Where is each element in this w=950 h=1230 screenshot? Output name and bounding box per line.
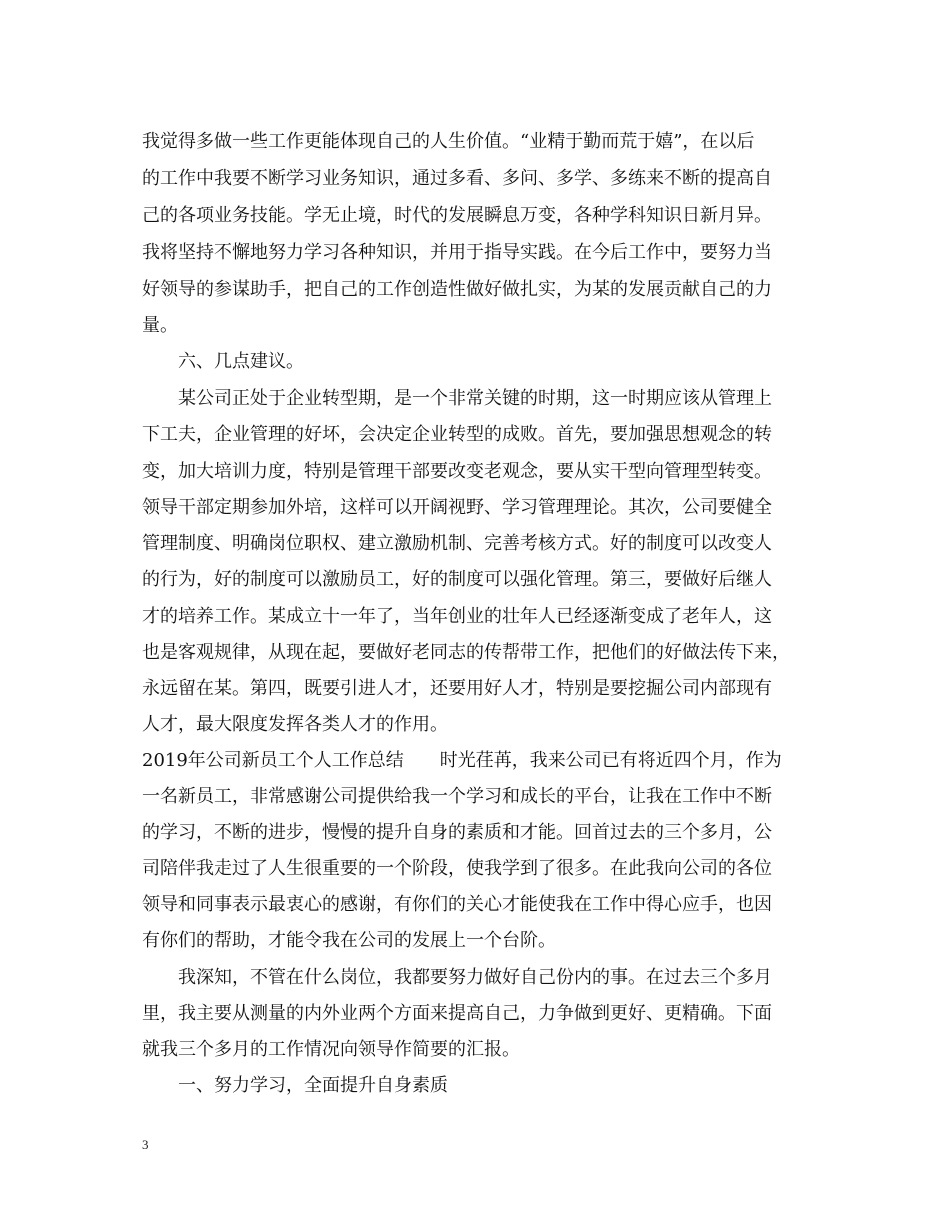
text-line: 下工夫，企业管理的好坏，会决定企业转型的成败。首先，要加强思想观念的转 xyxy=(142,424,772,445)
text-line: 也是客观规律，从现在起，要做好老同志的传帮带工作，把他们的好做法传下来， xyxy=(142,642,790,663)
text-line: 人才，最大限度发挥各类人才的作用。 xyxy=(142,714,448,735)
text-line: 我将坚持不懈地努力学习各种知识，并用于指导实践。在今后工作中，要努力当 xyxy=(142,242,772,263)
text-line: 我觉得多做一些工作更能体现自己的人生价值。“业精于勤而荒于嬉”，在以后 xyxy=(142,131,755,152)
section-heading: 六、几点建议。 xyxy=(178,351,304,372)
text-line: 己的各项业务技能。学无止境，时代的发展瞬息万变，各种学科知识日新月异。 xyxy=(142,205,772,226)
section-heading: 一、努力学习，全面提升自身素质 xyxy=(178,1075,448,1096)
text-line: 管理制度、明确岗位职权、建立激励机制、完善考核方式。好的制度可以改变人 xyxy=(142,533,772,554)
text-line: 我深知，不管在什么岗位，我都要努力做好自己份内的事。在过去三个多月 xyxy=(178,967,772,988)
text-line: 好领导的参谋助手，把自己的工作创造性做好做扎实，为某的发展贡献自己的力 xyxy=(142,279,772,300)
text-line: 的行为，好的制度可以激励员工，好的制度可以强化管理。第三，要做好后继人 xyxy=(142,569,772,590)
text-line: 量。 xyxy=(142,315,178,336)
text-line: 一名新员工，非常感谢公司提供给我一个学习和成长的平台，让我在工作中不断 xyxy=(142,786,772,807)
page-number: 3 xyxy=(142,1137,149,1152)
text-line: 2019年公司新员工个人工作总结 时光荏苒，我来公司已有将近四个月，作为 xyxy=(142,750,782,771)
text-line: 某公司正处于企业转型期，是一个非常关键的时期，这一时期应该从管理上 xyxy=(178,388,772,409)
text-line: 的工作中我要不断学习业务知识，通过多看、多问、多学、多练来不断的提高自 xyxy=(142,168,772,189)
text-line: 才的培养工作。某成立十一年了，当年创业的壮年人已经逐渐变成了老年人，这 xyxy=(142,606,772,627)
text-line: 变，加大培训力度，特别是管理干部要改变老观念，要从实干型向管理型转变。 xyxy=(142,461,772,482)
text-line: 的学习，不断的进步，慢慢的提升自身的素质和才能。回首过去的三个多月，公 xyxy=(142,822,772,843)
text-line: 领导干部定期参加外培，这样可以开阔视野、学习管理理论。其次，公司要健全 xyxy=(142,497,772,518)
text-line: 里，我主要从测量的内外业两个方面来提高自己，力争做到更好、更精确。下面 xyxy=(142,1003,772,1024)
text-line: 有你们的帮助，才能令我在公司的发展上一个台阶。 xyxy=(142,930,556,951)
text-line: 就我三个多月的工作情况向领导作简要的汇报。 xyxy=(142,1039,520,1060)
text-line: 领导和同事表示最衷心的感谢，有你们的关心才能使我在工作中得心应手，也因 xyxy=(142,894,772,915)
text-line: 永远留在某。第四，既要引进人才，还要用好人才，特别是要挖掘公司内部现有 xyxy=(142,678,772,699)
text-line: 司陪伴我走过了人生很重要的一个阶段，使我学到了很多。在此我向公司的各位 xyxy=(142,858,772,879)
